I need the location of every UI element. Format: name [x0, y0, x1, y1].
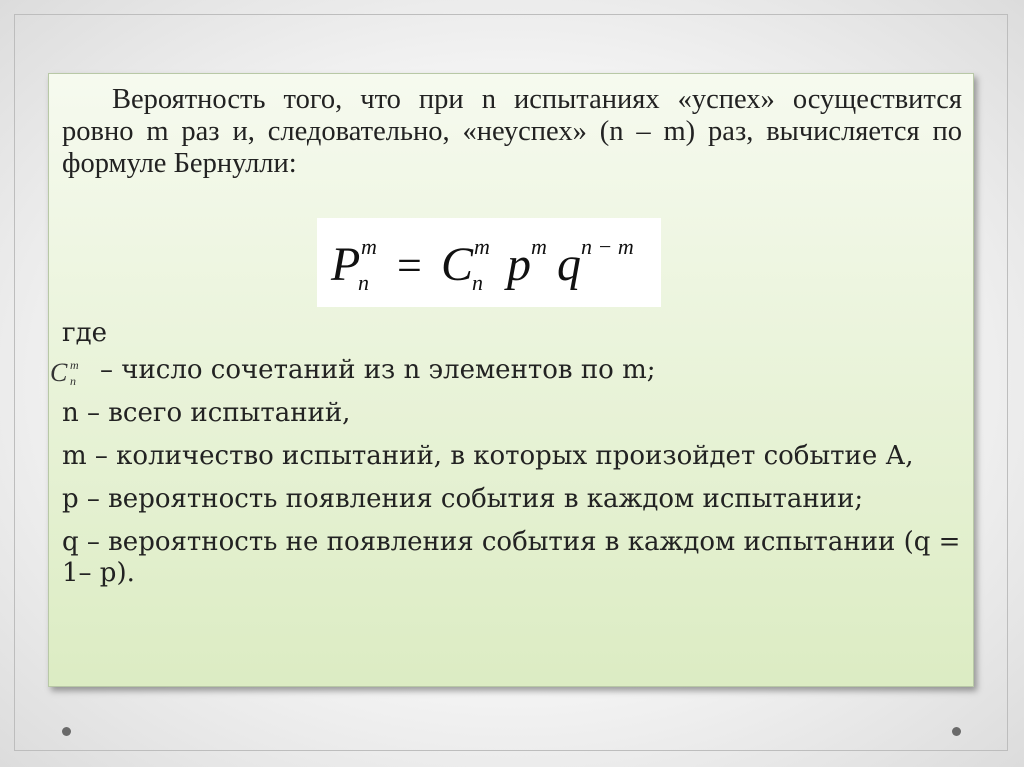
formula-C-sub: n	[472, 270, 483, 295]
definitions-list	[50, 318, 962, 601]
cnm-icon-sub: n	[70, 374, 76, 387]
slide-corner-dot-right	[952, 727, 961, 736]
definition-p: p – вероятность появления события в каждом испытании;	[62, 484, 864, 514]
formula-q: q	[557, 238, 581, 291]
cnm-icon-sup: m	[70, 358, 79, 372]
combination-symbol-icon	[48, 355, 94, 395]
definition-q: q – вероятность не появления события в каждом испытании (q = 1– p).	[62, 527, 961, 588]
definition-cnm	[50, 355, 962, 387]
formula-P-sup: m	[361, 234, 377, 259]
definition-n: n – всего испытаний,	[62, 398, 351, 428]
formula-P-sub: n	[358, 270, 369, 295]
formula-p: p	[507, 238, 531, 291]
where-label: где	[62, 318, 108, 348]
formula-svg	[317, 218, 661, 307]
svg-text:C: C	[50, 358, 68, 387]
slide-corner-dot-left	[62, 727, 71, 736]
intro-paragraph: Вероятность того, что при n испытаниях «успех» осуществится ровно m раз и, следовательно, «неуспех» (n – m) раз, вычисляется по формуле Бернулли:	[62, 84, 962, 179]
formula-P: P	[331, 238, 361, 291]
formula-p-sup: m	[531, 234, 547, 259]
formula-C: C	[441, 238, 474, 291]
bernoulli-formula	[317, 218, 661, 307]
formula-C-sup: m	[474, 234, 490, 259]
formula-equals: =	[397, 241, 422, 290]
definition-m: m – количество испытаний, в которых произойдет событие А,	[62, 441, 914, 471]
cnm-description: – число сочетаний из n элементов по m;	[100, 355, 656, 385]
formula-q-sup: n − m	[581, 234, 634, 259]
intro-text-block	[62, 84, 962, 180]
